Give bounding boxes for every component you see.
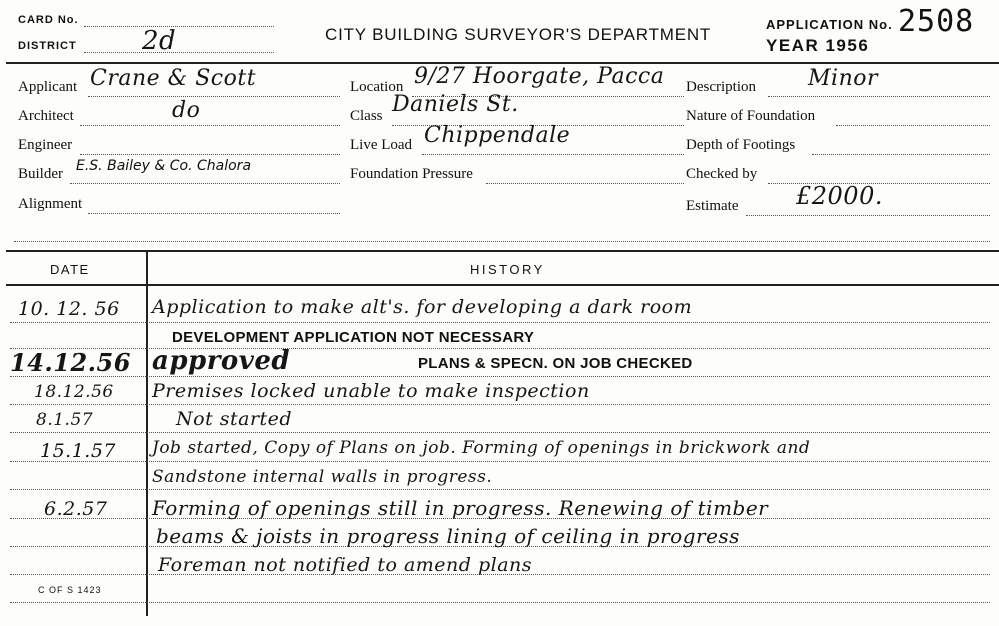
history-date: 14.12.56	[10, 348, 131, 377]
history-header: HISTORY	[470, 262, 545, 277]
form-code: C OF S 1423	[38, 585, 102, 595]
nature-of-foundation-label: Nature of Foundation	[686, 108, 816, 124]
applicant-line	[88, 96, 340, 97]
date-column-divider	[146, 252, 148, 616]
location-value: 9/27 Hoorgate, Pacca	[414, 64, 665, 89]
district-value: 2d	[142, 26, 177, 56]
history-date: 8.1.57	[36, 410, 94, 430]
history-text: Job started, Copy of Plans on job. Forming of openings in brickwork and	[152, 438, 811, 458]
builder-label: Builder	[18, 166, 63, 182]
history-text: Application to make alt's. for developing a dark room	[152, 296, 693, 318]
location-label: Location	[350, 79, 404, 95]
history-text: Premises locked unable to make inspection	[152, 380, 590, 402]
live-load-label: Live Load	[350, 137, 413, 153]
card-no-label: CARD No.	[18, 14, 79, 26]
history-stamp: PLANS & SPECN. ON JOB CHECKED	[418, 355, 693, 372]
live-load-line	[422, 154, 684, 155]
history-rule	[10, 489, 990, 490]
application-label: APPLICATION No.	[766, 17, 893, 32]
district-label: DISTRICT	[18, 40, 77, 52]
history-date: 15.1.57	[40, 440, 117, 462]
description-line	[768, 96, 990, 97]
application-number: 2508	[898, 4, 975, 39]
history-text: approved	[152, 346, 291, 376]
district-line	[84, 52, 274, 53]
history-text: beams & joists in progress lining of ceiling in progress	[156, 524, 740, 548]
history-header-rule	[6, 284, 999, 286]
engineer-line	[80, 154, 340, 155]
year-label: YEAR 1956	[766, 36, 870, 55]
foundation-pressure-label: Foundation Pressure	[350, 166, 473, 182]
applicant-label: Applicant	[18, 79, 78, 95]
history-date: 10. 12. 56	[18, 298, 120, 320]
description-label: Description	[686, 79, 756, 95]
applicant-value: Crane & Scott	[90, 66, 257, 91]
class-value: Daniels St.	[392, 92, 519, 117]
history-date: 6.2.57	[44, 498, 108, 520]
depth-of-footings-label: Depth of Footings	[686, 137, 796, 153]
history-text: Forming of openings still in progress. Renewing of timber	[152, 496, 769, 520]
history-rule	[10, 322, 990, 323]
history-text: Sandstone internal walls in progress.	[152, 467, 493, 487]
estimate-value: £2000.	[796, 182, 883, 210]
alignment-line	[88, 213, 340, 214]
depth-of-footings-line	[812, 154, 990, 155]
builder-line	[70, 183, 340, 184]
card-no-line	[84, 26, 274, 27]
history-stamp: DEVELOPMENT APPLICATION NOT NECESSARY	[172, 329, 535, 346]
alignment-label: Alignment	[18, 196, 83, 212]
section-dotted-rule	[14, 241, 990, 242]
history-top-rule	[6, 250, 999, 252]
history-date: 18.12.56	[34, 382, 114, 402]
nature-of-foundation-line	[836, 125, 990, 126]
estimate-label: Estimate	[686, 198, 739, 214]
architect-line	[80, 125, 340, 126]
class-label: Class	[350, 108, 383, 124]
live-load-value: Chippendale	[424, 123, 571, 148]
estimate-line	[746, 215, 990, 216]
date-header: DATE	[50, 262, 90, 277]
architect-value: do	[172, 98, 201, 123]
foundation-pressure-line	[486, 183, 684, 184]
history-rule	[10, 376, 990, 377]
department-title: CITY BUILDING SURVEYOR'S DEPARTMENT	[325, 25, 712, 44]
description-value: Minor	[808, 66, 878, 91]
architect-label: Architect	[18, 108, 74, 124]
history-rule	[10, 602, 990, 603]
history-rule	[10, 432, 990, 433]
history-text: Foreman not notified to amend plans	[158, 554, 533, 576]
history-rule	[10, 461, 990, 462]
checked-by-label: Checked by	[686, 166, 758, 182]
history-rule	[10, 404, 990, 405]
builder-value: E.S. Bailey & Co. Chalora	[76, 158, 252, 174]
history-text: Not started	[176, 408, 293, 430]
engineer-label: Engineer	[18, 137, 73, 153]
